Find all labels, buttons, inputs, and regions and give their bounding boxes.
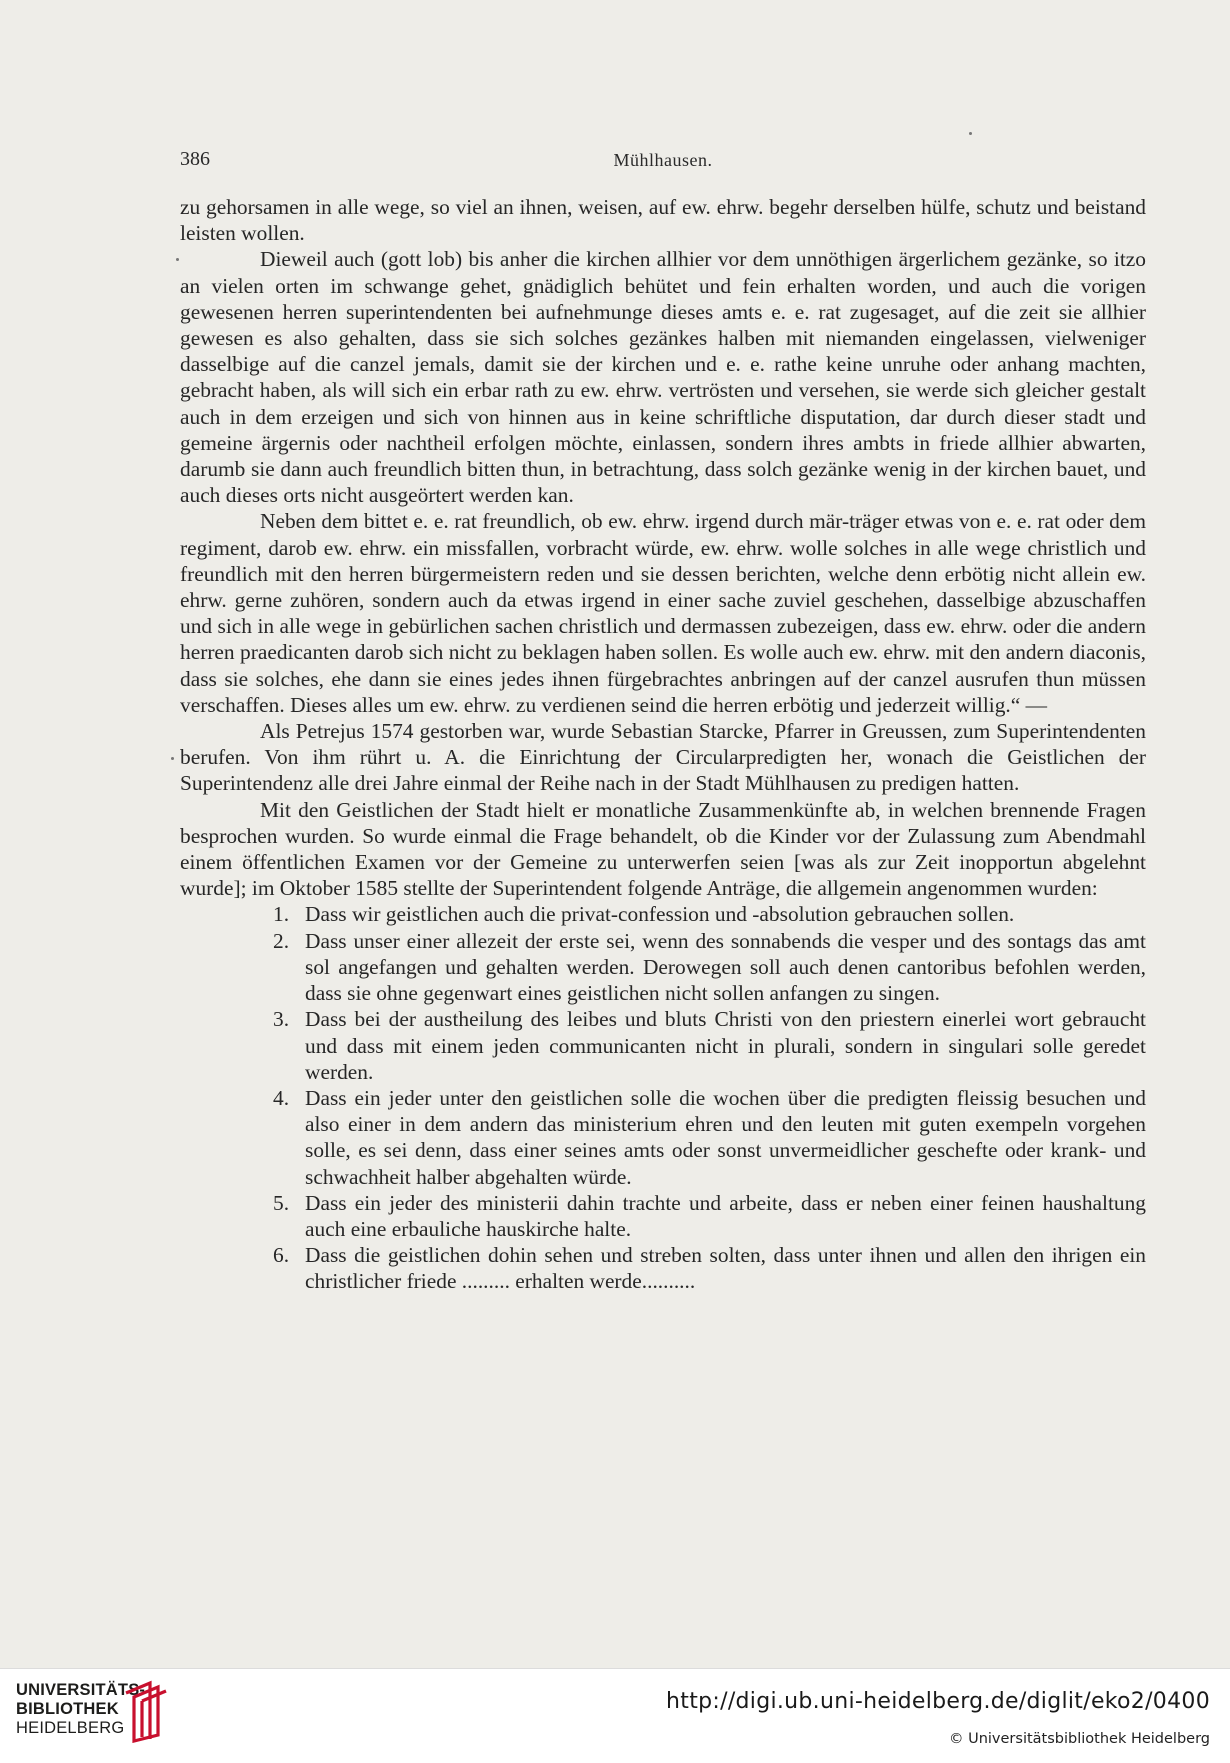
list-item: [180, 1085, 1146, 1190]
list-item: [180, 1006, 1146, 1085]
list-item: [180, 1190, 1146, 1242]
numbered-list: [180, 901, 1146, 1294]
paragraph: Als Petrejus 1574 gestorben war, wurde Sebastian Starcke, Pfarrer in Greussen, zum Superintendenten berufen. Von ihm rührt u. A. die Einrichtung der Circularpredigten her, wonach die Geistlichen der Superintendenz alle drei Jahre einmal der Reihe nach in der Stadt Mühlhausen zu predigen hatten.: [180, 719, 1146, 796]
list-item-text: Dass die geistlichen dohin sehen und streben solten, dass unter ihnen und allen den ihrigen ein christlicher friede ......... erhalten werde..........: [305, 1243, 1146, 1294]
list-item: [180, 1242, 1146, 1294]
page-number: 386: [180, 148, 210, 170]
paragraph: Mit den Geistlichen der Stadt hielt er monatliche Zusammenkünfte ab, in welchen brennende Fragen besprochen wurden. So wurde einmal die Frage behandelt, ob die Kinder vor der Zulassung zum Abendmahl einem öffentlichen Examen vor der Gemeine zu unterwerfen seien [was als zur Zeit inopportun abgelehnt wurde]; im Oktober 1585 stellte der Superintendent folgende Anträge, die allgemein angenommen wurden:: [180, 797, 1146, 901]
list-item-number: 5.: [273, 1190, 290, 1215]
paragraph: Dieweil auch (gott lob) bis anher die kirchen allhier vor dem unnöthigen ärgerlichem gezänke, so itzo an vielen orten im schwange gehet, gnädiglich behütet und fein erhalten worden, und auch die vorigen gewesenen herren superintendenten bei aufnehmunge dieses amts e. e. rat zugesaget, auf die zeit sie allhier gewesen es also gehalten, dass sie sich solches gezänkes halben mit niemanden eingelassen, vielweniger dasselbige auf die canzel jemals, damit sie der kirchen und e. e. rathe keine unruhe oder anhang machten, gebracht haben, als will sich ein erbar rath zu ew. ehrw. vertrösten und versehen, sie werde sich gleicher gestalt auch in dem erzeigen und sich von hinnen aus in keine schriftliche disputation, dar durch dieser stadt und gemeine ärgernis oder nachtheil erfolgen möchte, einlassen, sondern ihres ambts in friede allhier abwarten, darumb sie dann auch freundlich bitten thun, in betrachtung, dass solch gezänke wenig in der kirchen bauet, und auch dieses orts nicht ausgeörtert werden kan.: [180, 247, 1146, 508]
viewer-footer: [0, 1668, 1230, 1763]
list-item-text: Dass ein jeder des ministerii dahin trachte und arbeite, dass er neben einer feinen haushaltung auch eine erbauliche hauskirche halte.: [305, 1190, 1146, 1241]
list-item-number: 4.: [273, 1085, 290, 1110]
list-item-number: 6.: [273, 1243, 290, 1268]
logo-line-2: BIBLIOTHEK: [16, 1700, 119, 1718]
list-item-text: Dass wir geistlichen auch die privat-confession und -absolution gebrauchen sollen.: [305, 902, 1015, 927]
list-item-number: 2.: [273, 928, 290, 953]
running-head: [180, 148, 1146, 176]
logo-line-1: UNIVERSITÄTS-: [16, 1681, 146, 1699]
list-item: [180, 928, 1146, 1007]
library-logo-icon: [120, 1679, 176, 1743]
page-body: [180, 194, 1146, 1295]
list-item: [180, 901, 1146, 927]
list-item-text: Dass bei der austheilung des leibes und bluts Christi von den priestern einerlei wort gebraucht und dass mit einem jeden communicanten nicht in plurali, sondern in singulari solle geredet werden.: [305, 1007, 1146, 1084]
paragraph: Neben dem bittet e. e. rat freundlich, ob ew. ehrw. irgend durch mär-träger etwas von e. e. rat oder dem regiment, darob ew. ehrw. ein missfallen, vorbracht würde, ew. ehrw. wolle solches in alle wege christlich und freundlich mit den herren bürgermeistern reden und sie dessen berichten, welche denn erbötig nicht allein ew. ehrw. gerne zuhören, sondern auch da etwas irgend in einer sache zuviel geschehen, dasselbige abzuschaffen und sich in alle wege in gebürlichen sachen christlich und dermassen zubezeigen, dass ew. ehrw. oder die andern herren praedicanten darob sich nicht zu beklagen haben sollen. Es wolle auch ew. ehrw. mit den andern diaconis, dass sie solches, ehe dann sie eines jedes ihnen fürgebrachtes anbringen auf der canzel ausrufen thun müssen verschaffen. Dieses alles um ew. ehrw. zu verdienen seind die herren erbötig und jederzeit willig.“ —: [180, 509, 1146, 717]
scan-speck: [176, 258, 179, 261]
permalink-url[interactable]: http://digi.ub.uni-heidelberg.de/diglit/eko2/0400: [666, 1689, 1210, 1714]
copyright-notice: © Universitätsbibliothek Heidelberg: [948, 1731, 1210, 1747]
logo-line-3: HEIDELBERG: [16, 1719, 125, 1737]
list-item-number: 3.: [273, 1007, 290, 1032]
running-title: Mühlhausen.: [613, 150, 713, 170]
scan-speck: [969, 132, 972, 135]
list-item-number: 1.: [273, 902, 290, 927]
paragraph: zu gehorsamen in alle wege, so viel an ihnen, weisen, auf ew. ehrw. begehr derselben hülfe, schutz und beistand leisten wollen.: [180, 195, 1146, 246]
list-item-text: Dass ein jeder unter den geistlichen solle die wochen über die predigten fleissig besuchen und also einer in dem andern das ministerium ehren und den leuten mit guten exempeln vorgehen solle, es sei denn, dass einer seines amts oder sonst unvermeidlicher geschefte oder krank- und schwachheit halber abgehalten würde.: [305, 1085, 1146, 1189]
list-item-text: Dass unser einer allezeit der erste sei, wenn des sonnabends die vesper und des sontags das amt sol angefangen und gehalten werden. Derowegen soll auch denen cantoribus befohlen werden, dass sie ohne gegenwart eines geistlichen nicht sollen anfangen zu singen.: [305, 928, 1146, 1006]
scan-speck: [171, 757, 174, 760]
